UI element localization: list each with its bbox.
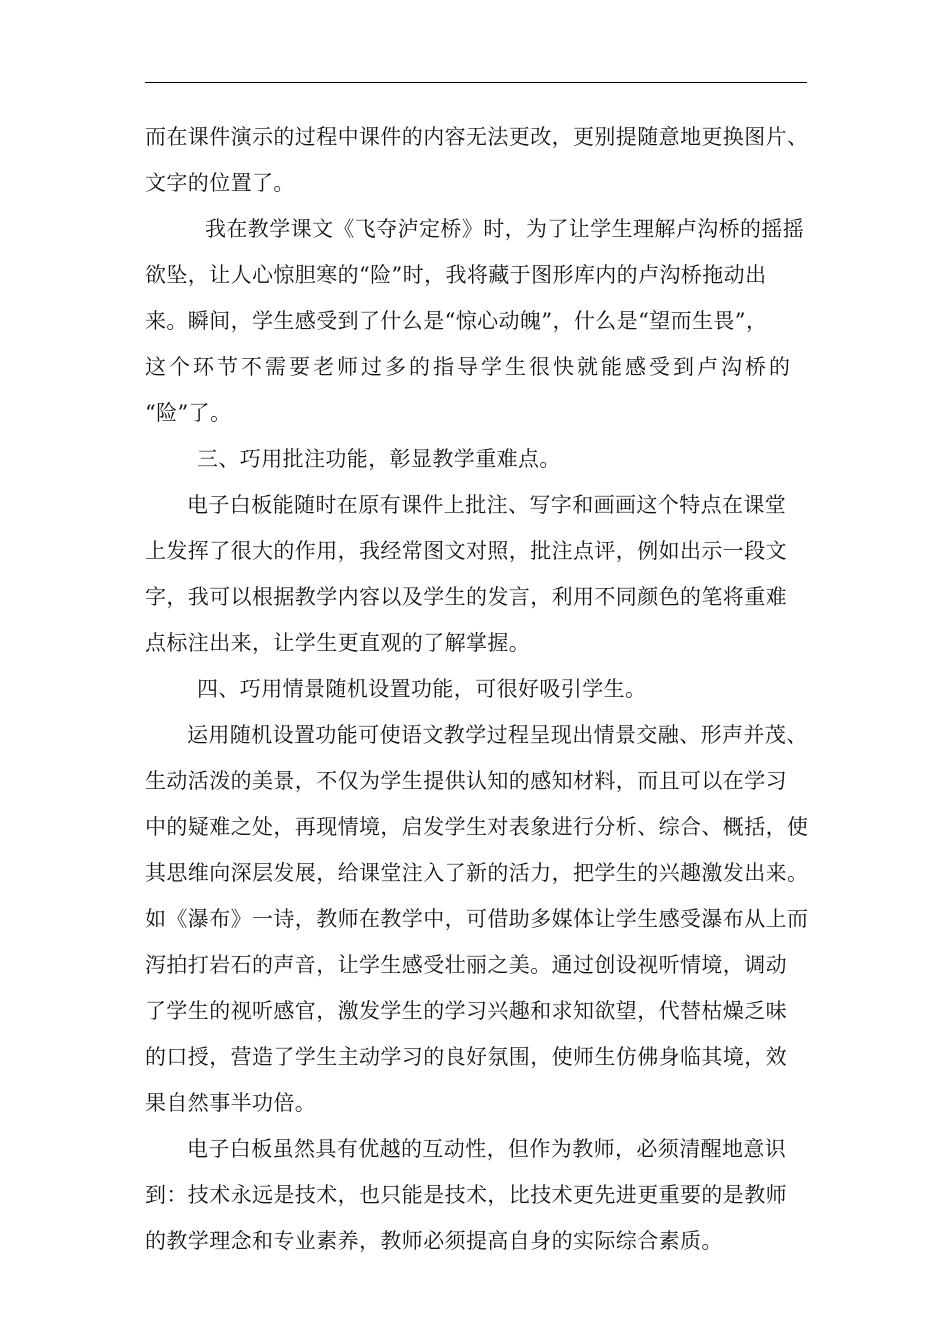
- text-line: 来。瞬间，学生感受到了什么是“惊心动魄”，什么是“望而生畏”，: [145, 309, 768, 333]
- text-line: 了学生的视听感官，激发学生的学习兴趣和求知欲望，代替枯燥乏味: [145, 999, 787, 1023]
- section-heading-3: 三、巧用批注功能，彰显教学重难点。: [197, 447, 561, 471]
- text-line: 文字的位置了。: [145, 171, 295, 195]
- text-line: 电子白板能随时在原有课件上批注、写字和画画这个特点在课堂: [187, 493, 787, 517]
- text-line: 如《瀑布》一诗，教师在教学中，可借助多媒体让学生感受瀑布从上而: [145, 907, 809, 931]
- text-line: 泻拍打岩石的声音，让学生感受壮丽之美。通过创设视听情境，调动: [145, 953, 787, 977]
- text-line: 其思维向深层发展，给课堂注入了新的活力，把学生的兴趣激发出来。: [145, 861, 809, 885]
- text-line: “险”了。: [145, 401, 232, 425]
- header-rule: [145, 82, 807, 83]
- text-line: 这个环节不需要老师过多的指导学生很快就能感受到卢沟桥的: [145, 355, 793, 379]
- text-line: 的口授，营造了学生主动学习的良好氛围，使师生仿佛身临其境，效: [145, 1045, 787, 1069]
- text-line: 生动活泼的美景，不仅为学生提供认知的感知材料，而且可以在学习: [145, 769, 787, 793]
- paragraph-2: [145, 206, 807, 436]
- text-line: 字，我可以根据教学内容以及学生的发言，利用不同颜色的笔将重难: [145, 585, 787, 609]
- text-line: 而在课件演示的过程中课件的内容无法更改，更别提随意地更换图片、: [145, 125, 809, 149]
- text-line: 的教学理念和专业素养，教师必须提高自身的实际综合素质。: [145, 1229, 723, 1253]
- text-line: 果自然事半功倍。: [145, 1091, 317, 1115]
- text-line: 中的疑难之处，再现情境，启发学生对表象进行分析、综合、概括，使: [145, 815, 809, 839]
- text-line: 电子白板虽然具有优越的互动性，但作为教师，必须清醒地意识: [187, 1137, 787, 1161]
- paragraph-3: [145, 482, 807, 666]
- paragraph-4: [145, 712, 807, 1126]
- text-line: 我在教学课文《飞夺泸定桥》时，为了让学生理解卢沟桥的摇摇: [205, 217, 805, 241]
- text-line: 点标注出来，让学生更直观的了解掌握。: [145, 631, 531, 655]
- text-line: 欲坠，让人心惊胆寒的“险”时，我将藏于图形库内的卢沟桥拖动出: [145, 263, 767, 287]
- text-line: 运用随机设置功能可使语文教学过程呈现出情景交融、形声并茂、: [187, 723, 808, 747]
- paragraph-5: [145, 1126, 807, 1264]
- paragraph-1: [145, 114, 807, 206]
- section-heading-4: 四、巧用情景随机设置功能，可很好吸引学生。: [197, 677, 647, 701]
- text-line: 上发挥了很大的作用，我经常图文对照，批注点评，例如出示一段文: [145, 539, 787, 563]
- document-body: [145, 114, 807, 1264]
- text-line: 到：技术永远是技术，也只能是技术，比技术更先进更重要的是教师: [145, 1183, 787, 1207]
